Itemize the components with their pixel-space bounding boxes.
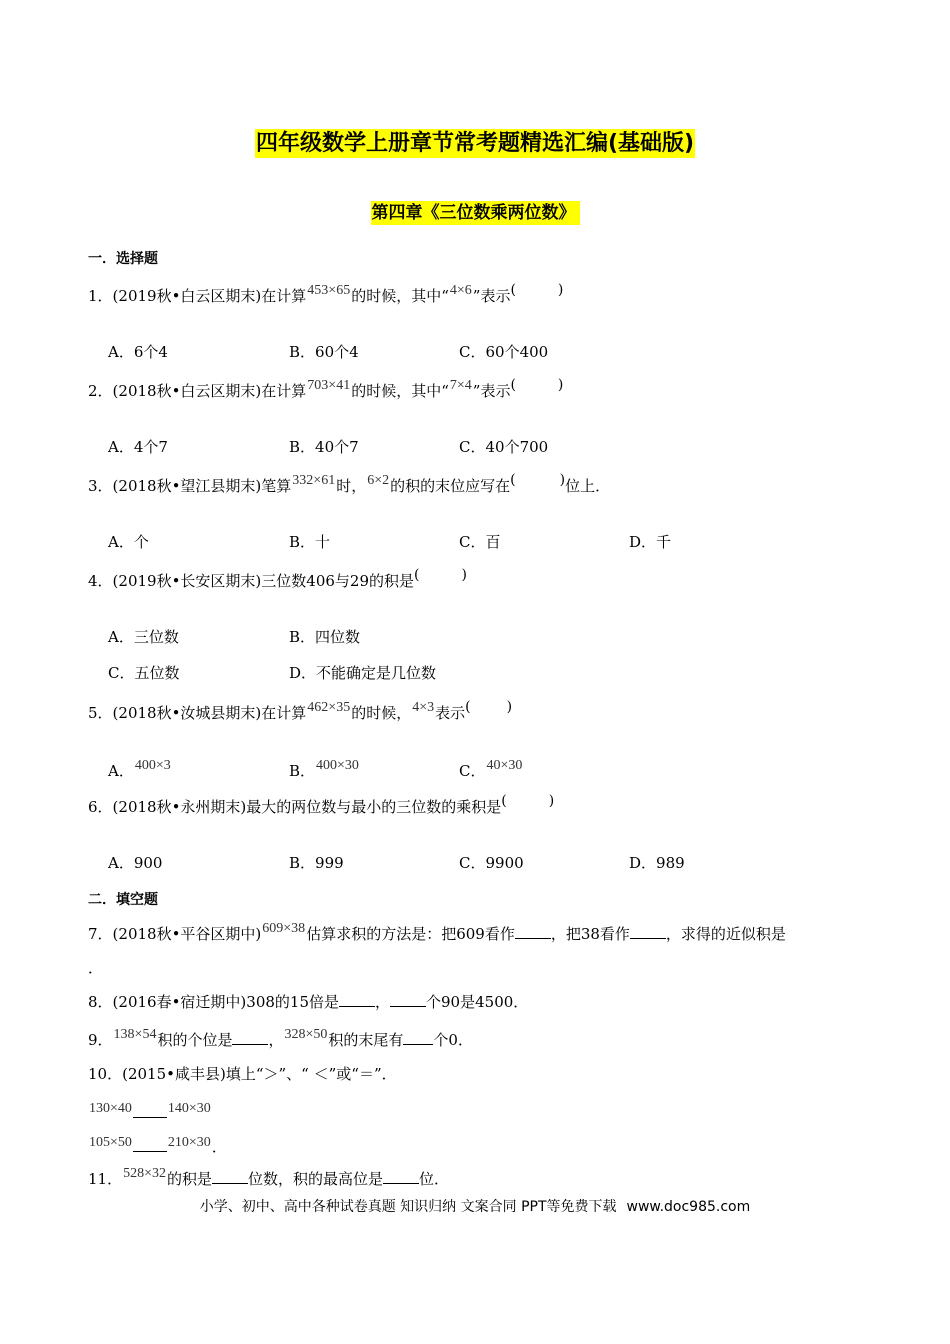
q3-option-d: D．千	[629, 533, 672, 551]
footer-site-link[interactable]: www.doc985.com	[626, 1199, 751, 1215]
answer-blank	[403, 1030, 433, 1045]
footer-banner: 小学、初中、高中各种试卷真题 知识归纳 文案合同 PPT等免费下载 www.doc985.com	[199, 1199, 751, 1215]
q1-option-b: B．60个4	[289, 343, 359, 361]
question-11: 11．528×32的积是 位数，积的最高位是 位．	[88, 1166, 450, 1188]
answer-blank	[133, 1103, 167, 1118]
question-7-end: ．	[88, 959, 104, 977]
q3-option-b: B．十	[289, 533, 331, 551]
section-fill: 二．填空题	[88, 892, 158, 908]
answer-blank	[212, 1169, 248, 1184]
section-choice: 一．选择题	[88, 251, 158, 267]
answer-parentheses: ( )	[414, 567, 467, 583]
q4-option-c: C．五位数	[108, 664, 180, 682]
q5-option-c: C．40×30	[459, 758, 523, 780]
question-10-row-2: 105×50 210×30．	[89, 1135, 227, 1156]
answer-blank	[133, 1137, 167, 1152]
q3-option-c: C．百	[459, 533, 501, 551]
answer-parentheses: ( )	[510, 472, 566, 488]
q1-option-a: A．6个4	[108, 343, 168, 361]
q3-option-a: A．个	[108, 533, 149, 551]
answer-parentheses: ( )	[510, 282, 564, 298]
answer-parentheses: ( )	[501, 793, 555, 809]
answer-blank	[383, 1169, 419, 1184]
q2-option-a: A．4个7	[108, 438, 168, 456]
answer-parentheses: ( )	[465, 699, 513, 715]
question-6: 6．(2018秋•永州期末)最大的两位数与最小的三位数的乘积是( )	[88, 793, 555, 816]
question-8: 8．(2016春•宿迁期中)308的15倍是 ， 个90是4500．	[88, 993, 529, 1011]
chapter-title: 第四章《三位数乘两位数》	[0, 198, 950, 223]
question-7: 7．(2018秋•平谷区期中)609×38估算求积的方法是：把609看作 ，把38看作 ，求得的近似积是	[88, 921, 786, 943]
question-5: 5．(2018秋•汝城县期末)在计算462×35的时候，4×3表示( )	[88, 699, 513, 722]
question-1: 1．(2019秋•白云区期末)在计算453×65的时候，其中“4×6”表示( )	[88, 282, 564, 305]
question-10-row-1: 130×40 140×30	[89, 1101, 211, 1116]
answer-parentheses: ( )	[510, 377, 564, 393]
question-3: 3．(2018秋•望江县期末)笔算332×61时，6×2的积的末位应写在( )位上．	[88, 472, 611, 495]
answer-blank	[390, 992, 426, 1007]
question-2: 2．(2018秋•白云区期末)在计算703×41的时候，其中“7×4”表示( )	[88, 377, 564, 400]
q4-option-d: D．不能确定是几位数	[289, 664, 437, 682]
q2-option-b: B．40个7	[289, 438, 359, 456]
q6-option-a: A．900	[108, 854, 163, 872]
q6-option-b: B．999	[289, 854, 344, 872]
answer-blank	[515, 924, 551, 939]
question-9: 9．138×54积的个位是 ，328×50积的末尾有 个0．	[88, 1027, 473, 1049]
q5-option-a: A．400×3	[108, 758, 171, 780]
question-4: 4．(2019秋•长安区期末)三位数406与29的积是( )	[88, 567, 467, 590]
answer-blank	[232, 1030, 268, 1045]
question-10: 10．(2015•咸丰县)填上“＞”、“ ＜”或“＝”．	[88, 1065, 397, 1083]
q2-option-c: C．40个700	[459, 438, 549, 456]
answer-blank	[339, 992, 375, 1007]
q4-option-a: A．三位数	[108, 628, 179, 646]
q6-option-c: C．9900	[459, 854, 524, 872]
q1-option-c: C．60个400	[459, 343, 549, 361]
q6-option-d: D．989	[629, 854, 685, 872]
q5-option-b: B．400×30	[289, 758, 359, 780]
page-title: 四年级数学上册章节常考题精选汇编(基础版)	[255, 131, 695, 156]
answer-blank	[630, 924, 666, 939]
q4-option-b: B．四位数	[289, 628, 361, 646]
